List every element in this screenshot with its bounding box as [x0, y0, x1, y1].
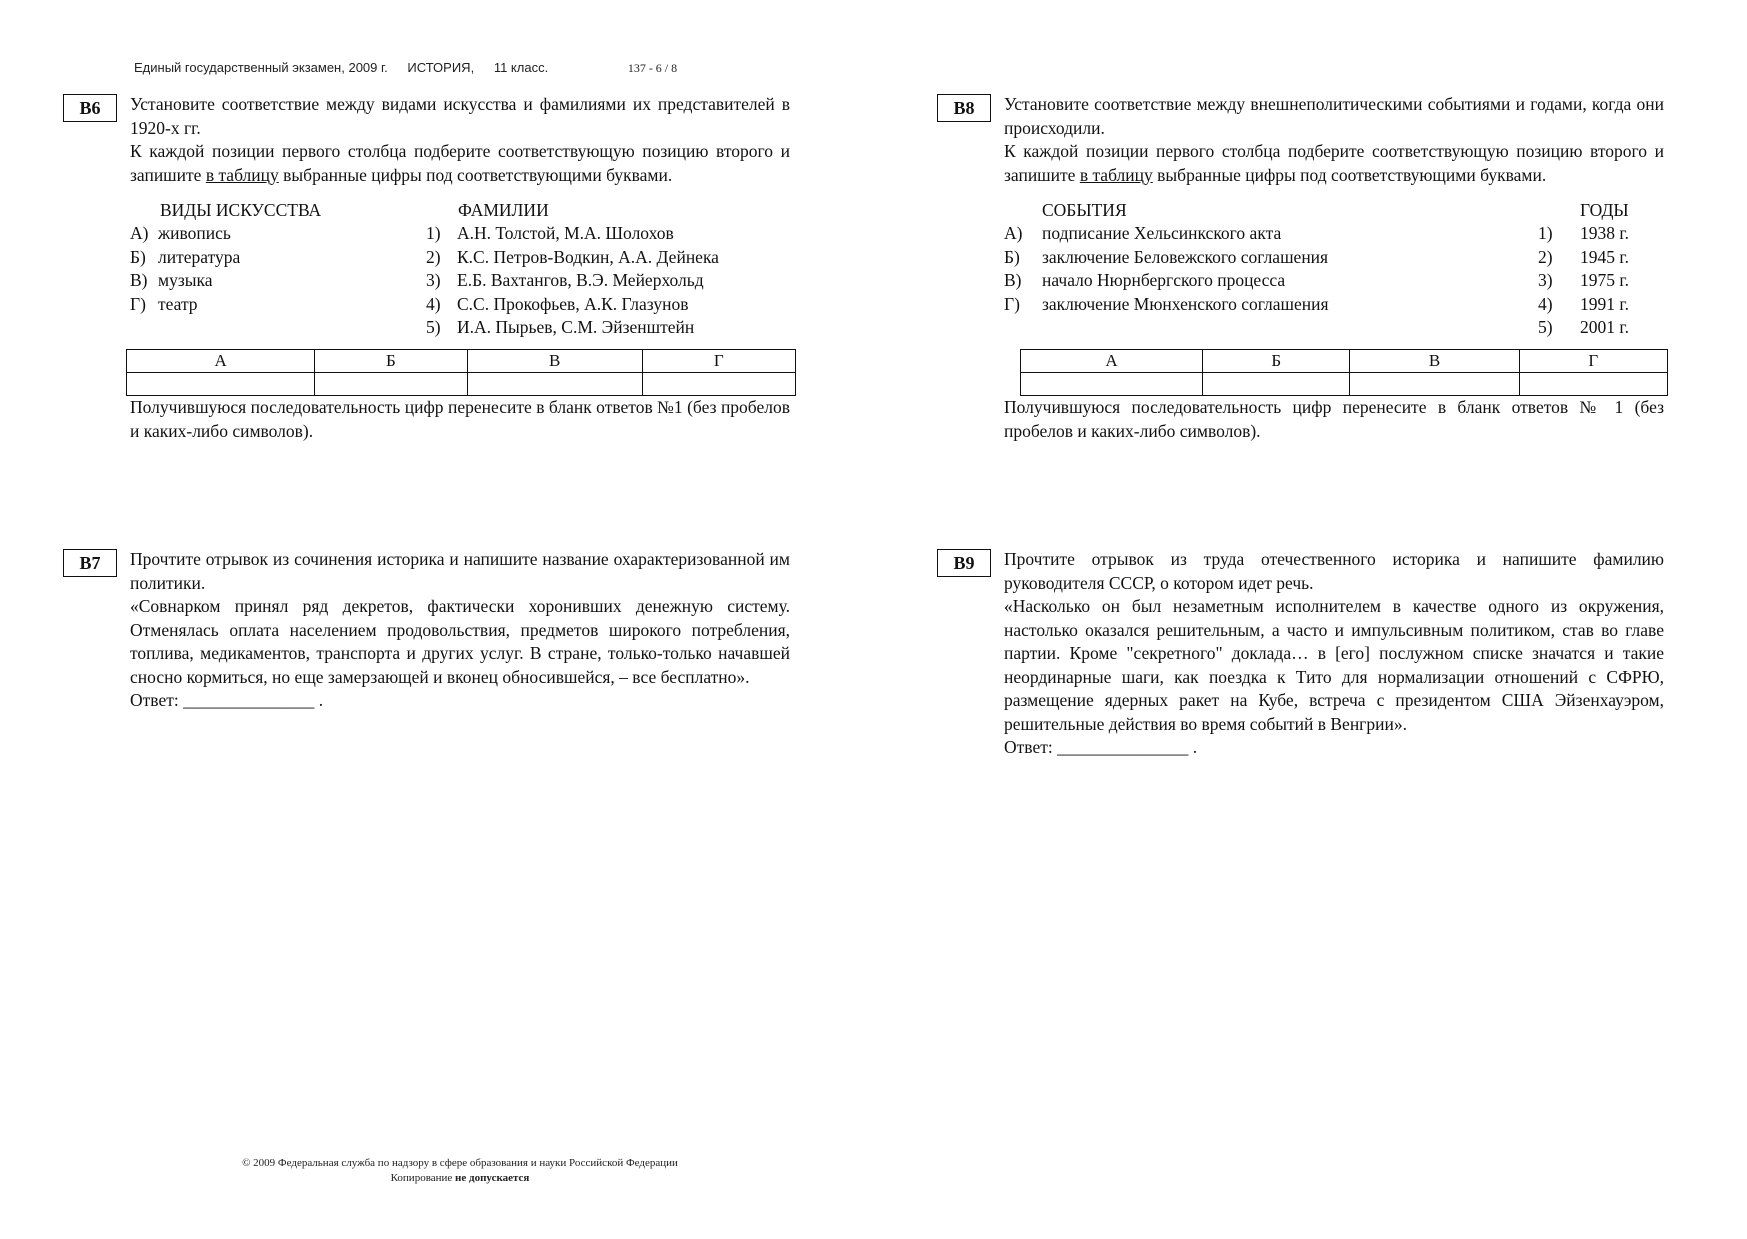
answer-cell[interactable] — [1202, 373, 1350, 396]
left-column-header: СОБЫТИЯ — [1042, 200, 1127, 220]
source-quote: «Совнарком принял ряд декретов, фактически хоронивших денежную систему. Отменялась оплата населением продовольствия, предметов широкого потребления, топлива, медикаментов, транспорта и других услуг. В стране, только-только начавшей сносно кормиться, но еще замерзающей и вконец обносившейся, – все бесплатно». — [130, 596, 790, 687]
page-number: 137 - 6 / 8 — [627, 61, 678, 75]
exam-title: Единый государственный экзамен, 2009 г. — [134, 60, 388, 75]
task-intro: Установите соответствие между видами искусства и фамилиями их представителей в 1920-х гг. — [130, 94, 790, 138]
task-b6 — [79, 93, 790, 443]
subject: ИСТОРИЯ, — [407, 60, 475, 75]
list-item: 1) А.Н. Толстой, М.А. Шолохов — [426, 223, 674, 243]
list-item: Г) театр — [130, 294, 198, 314]
matching-columns — [130, 199, 790, 339]
table-header-cell: А — [1021, 350, 1203, 373]
list-item: А) подписание Хельсинкского акта — [1004, 223, 1282, 243]
list-item: 3) 1975 г. — [1538, 270, 1629, 290]
answer-table — [126, 349, 796, 396]
list-item: 5) 2001 г. — [1538, 317, 1629, 337]
task-intro: Установите соответствие между внешнеполитическими событиями и годами, когда они происходили. — [1004, 94, 1664, 138]
answer-cell[interactable] — [315, 373, 468, 396]
right-column-header: ГОДЫ — [1580, 200, 1629, 220]
list-item: 5) И.А. Пырьев, С.М. Эйзенштейн — [426, 317, 695, 337]
table-header-cell: В — [467, 350, 642, 373]
task-b9 — [953, 548, 1664, 760]
right-column-header: ФАМИЛИИ — [458, 200, 549, 220]
list-item: 1) 1938 г. — [1538, 223, 1629, 243]
transfer-instruction: Получившуюся последовательность цифр перенесите в бланк ответов № 1 (без пробелов и каких-либо символов). — [1004, 397, 1664, 441]
list-item: 2) К.С. Петров-Водкин, А.А. Дейнека — [426, 247, 719, 267]
list-item: Г) заключение Мюнхенского соглашения — [1004, 294, 1329, 314]
page-footer — [196, 1156, 724, 1186]
table-header-cell: Б — [1202, 350, 1350, 373]
grade: 11 класс. — [493, 60, 549, 75]
list-item: 3) Е.Б. Вахтангов, В.Э. Мейерхольд — [426, 270, 704, 290]
copyright: © 2009 Федеральная служба по надзору в сфере образования и науки Российской Федерации — [242, 1157, 678, 1169]
answer-cell[interactable] — [1350, 373, 1519, 396]
answer-cell[interactable] — [127, 373, 315, 396]
task-instruction: К каждой позиции первого столбца подберите соответствующую позицию второго и запишите в таблицу выбранные цифры под соответствующими буквами. — [1004, 141, 1664, 185]
list-item: В) музыка — [130, 270, 213, 290]
answer-cell[interactable] — [1021, 373, 1203, 396]
source-quote: «Насколько он был незаметным исполнителем в качестве одного из окружения, настолько оказался решительным, а часто и импульсивным политиком, став во главе партии. Кроме "секретного" доклада… в [его] послужном списке значатся и такие неординарные шаги, как поездка к Тито для нормализации отношений с СФРЮ, размещение ядерных ракет на Кубе, встреча с президентом США Эйзенхауэром, решительные действия во время событий в Венгрии». — [1004, 596, 1664, 734]
task-number: В8 — [937, 94, 991, 122]
table-header-cell: Б — [315, 350, 468, 373]
task-intro: Прочтите отрывок из сочинения историка и напишите название охарактеризованной им политики. — [130, 549, 790, 593]
answer-table — [1020, 349, 1668, 396]
list-item: А) живопись — [130, 223, 231, 243]
list-item: Б) заключение Беловежского соглашения — [1004, 247, 1329, 267]
list-item: 4) С.С. Прокофьев, А.К. Глазунов — [426, 294, 689, 314]
left-column-header: ВИДЫ ИСКУССТВА — [160, 200, 322, 220]
matching-columns — [1004, 199, 1664, 339]
task-number: В9 — [937, 549, 991, 577]
task-b7 — [79, 548, 790, 713]
copy-notice: Копирование не допускается — [390, 1172, 530, 1184]
table-header-cell: В — [1350, 350, 1519, 373]
list-item: Б) литература — [130, 247, 241, 267]
task-b8 — [953, 93, 1664, 443]
answer-cell[interactable] — [1519, 373, 1667, 396]
task-number: В6 — [63, 94, 117, 122]
answer-cell[interactable] — [642, 373, 795, 396]
answer-line[interactable]: Ответ: _______________ . — [1004, 737, 1198, 757]
table-header-cell: А — [127, 350, 315, 373]
task-number: В7 — [63, 549, 117, 577]
list-item: 2) 1945 г. — [1538, 247, 1629, 267]
table-header-cell: Г — [642, 350, 795, 373]
table-header-cell: Г — [1519, 350, 1667, 373]
answer-line[interactable]: Ответ: _______________ . — [130, 690, 324, 710]
page-header — [134, 60, 693, 76]
list-item: В) начало Нюрнбергского процесса — [1004, 270, 1286, 290]
task-instruction: К каждой позиции первого столбца подберите соответствующую позицию второго и запишите в таблицу выбранные цифры под соответствующими буквами. — [130, 141, 790, 185]
answer-cell[interactable] — [467, 373, 642, 396]
list-item: 4) 1991 г. — [1538, 294, 1629, 314]
transfer-instruction: Получившуюся последовательность цифр перенесите в бланк ответов №1 (без пробелов и каких-либо символов). — [130, 397, 790, 441]
task-intro: Прочтите отрывок из труда отечественного историка и напишите фамилию руководителя СССР, о котором идет речь. — [1004, 549, 1664, 593]
